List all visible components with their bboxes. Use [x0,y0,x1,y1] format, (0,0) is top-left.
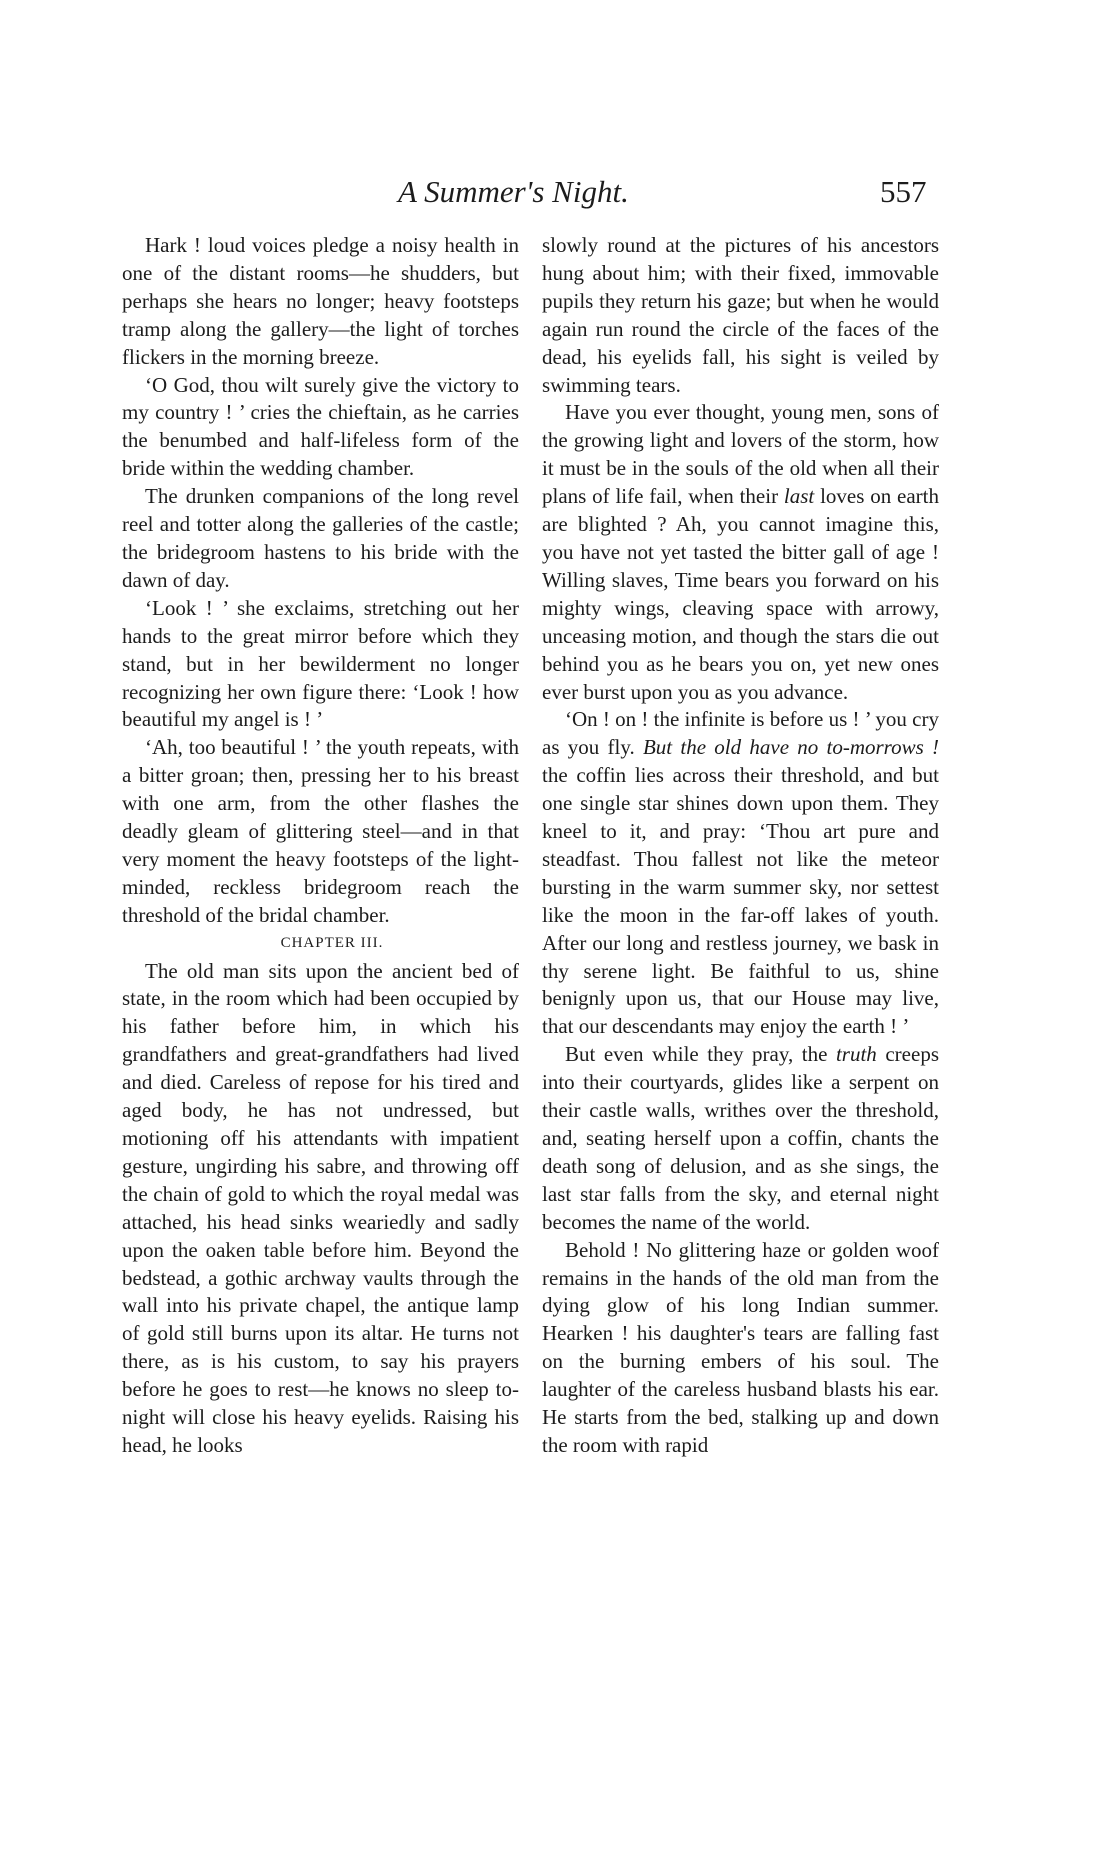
italic-text: last [783,484,815,509]
left-column [122,232,519,1460]
right-column [542,232,939,1460]
running-title: A Summer's Night. [398,174,629,209]
paragraph [542,399,939,706]
paragraph: ‘O God, thou wilt surely give the victory to my country ! ’ cries the chieftain, as he carries the benumbed and half-lifeless form of the bride within the wedding chamber. [122,372,519,481]
text-run: ‘On ! on ! the infinite is before us ! ’ you cry as you fly. [542,707,940,760]
text-run: But even while they pray, the [565,1042,836,1067]
paragraph: The old man sits upon the ancient bed of state, in the room which had been occupied by his father before him, in which his grandfathers and great-grandfathers had lived and died. Careless of repose for his tired and aged body, he has not undressed, but motioning off his attendants with impatient gesture, ungirding his sabre, and throwing off the chain of gold to which the royal medal was attached, his head sinks weariedly and sadly upon the oaken table before him. Beyond the bedstead, a gothic archway vaults through the wall into his private chapel, the antique lamp of gold still burns upon its altar. He turns not there, as is his custom, to say his prayers before he goes to rest—he knows no sleep to-night will close his heavy eyelids. Raising his head, he looks [122,958,519,1457]
italic-text: truth [835,1042,877,1067]
paragraph: Behold ! No glittering haze or golden woof remains in the hands of the old man from the dying glow of his long Indian summer. Hearken ! his daughter's tears are falling fast on the burning embers of his soul. The laughter of the careless husband blasts his ear. He starts from the bed, stalking up and down the room with rapid [542,1237,939,1457]
paragraph: slowly round at the pictures of his ancestors hung about him; with their fixed, immovable pupils they return his gaze; but when he would again run round the circle of the faces of the dead, his eyelids fall, his sight is veiled by swimming tears. [542,233,939,397]
chapter-heading: CHAPTER III. [280,934,384,951]
paragraph: ‘Ah, too beautiful ! ’ the youth repeats, with a bitter groan; then, pressing her to his breast with one arm, from the other flashes the deadly gleam of glittering steel—and in that very moment the heavy footsteps of the light-minded, reckless bridegroom reach the threshold of the bridal chamber. [122,735,519,927]
paragraph [542,1041,939,1236]
text-run: creeps into their courtyards, glides like a serpent on their castle walls, writhes over the threshold, and, seating herself upon a coffin, chants the death song of delusion, and as she sings, the last star falls from the sky, and eternal night becomes the name of the world. [542,1042,939,1234]
text-run: loves on earth are blighted ? Ah, you cannot imagine this, you have not yet tasted the bitter gall of age ! Willing slaves, Time bears you forward on his mighty wings, cleaving space with arrowy, unceasing motion, and though the stars die out behind you as he bears you on, yet new ones ever burst upon you as you advance. [542,484,939,704]
page-number: 557 [880,174,927,209]
italic-text: But the old have no to-morrows ! [642,735,939,760]
text-run: the coffin lies across their threshold, and but one single star shines down upon them. They kneel to it, and pray: ‘Thou art pure and steadfast. Thou fallest not like the meteor bursting in the warm summer sky, nor settest like the moon in the far-off lakes of youth. After our long and restless journey, we bask in thy serene light. Be faithful to us, shine benignly upon us, that our House may live, that our descendants may enjoy the earth ! ’ [542,763,939,1039]
text-run: Have you ever thought, young men, sons of the growing light and lovers of the storm, how it must be in the souls of the old when all their plans of life fail, when their [542,400,939,509]
paragraph: The drunken companions of the long revel reel and totter along the galleries of the castle; the bridegroom hastens to his bride with the dawn of day. [122,484,519,592]
paragraph: ‘Look ! ’ she exclaims, stretching out her hands to the great mirror before which they stand, but in her bewilderment no longer recognizing her own figure there: ‘Look ! how beautiful my angel is ! ’ [122,595,519,732]
running-header [0,174,1096,214]
paragraph [542,706,939,1041]
paragraph: Hark ! loud voices pledge a noisy health in one of the distant rooms—he shudders, but perhaps she hears no longer; heavy footsteps tramp along the gallery—the light of torches flickers in the morning breeze. [122,233,519,369]
